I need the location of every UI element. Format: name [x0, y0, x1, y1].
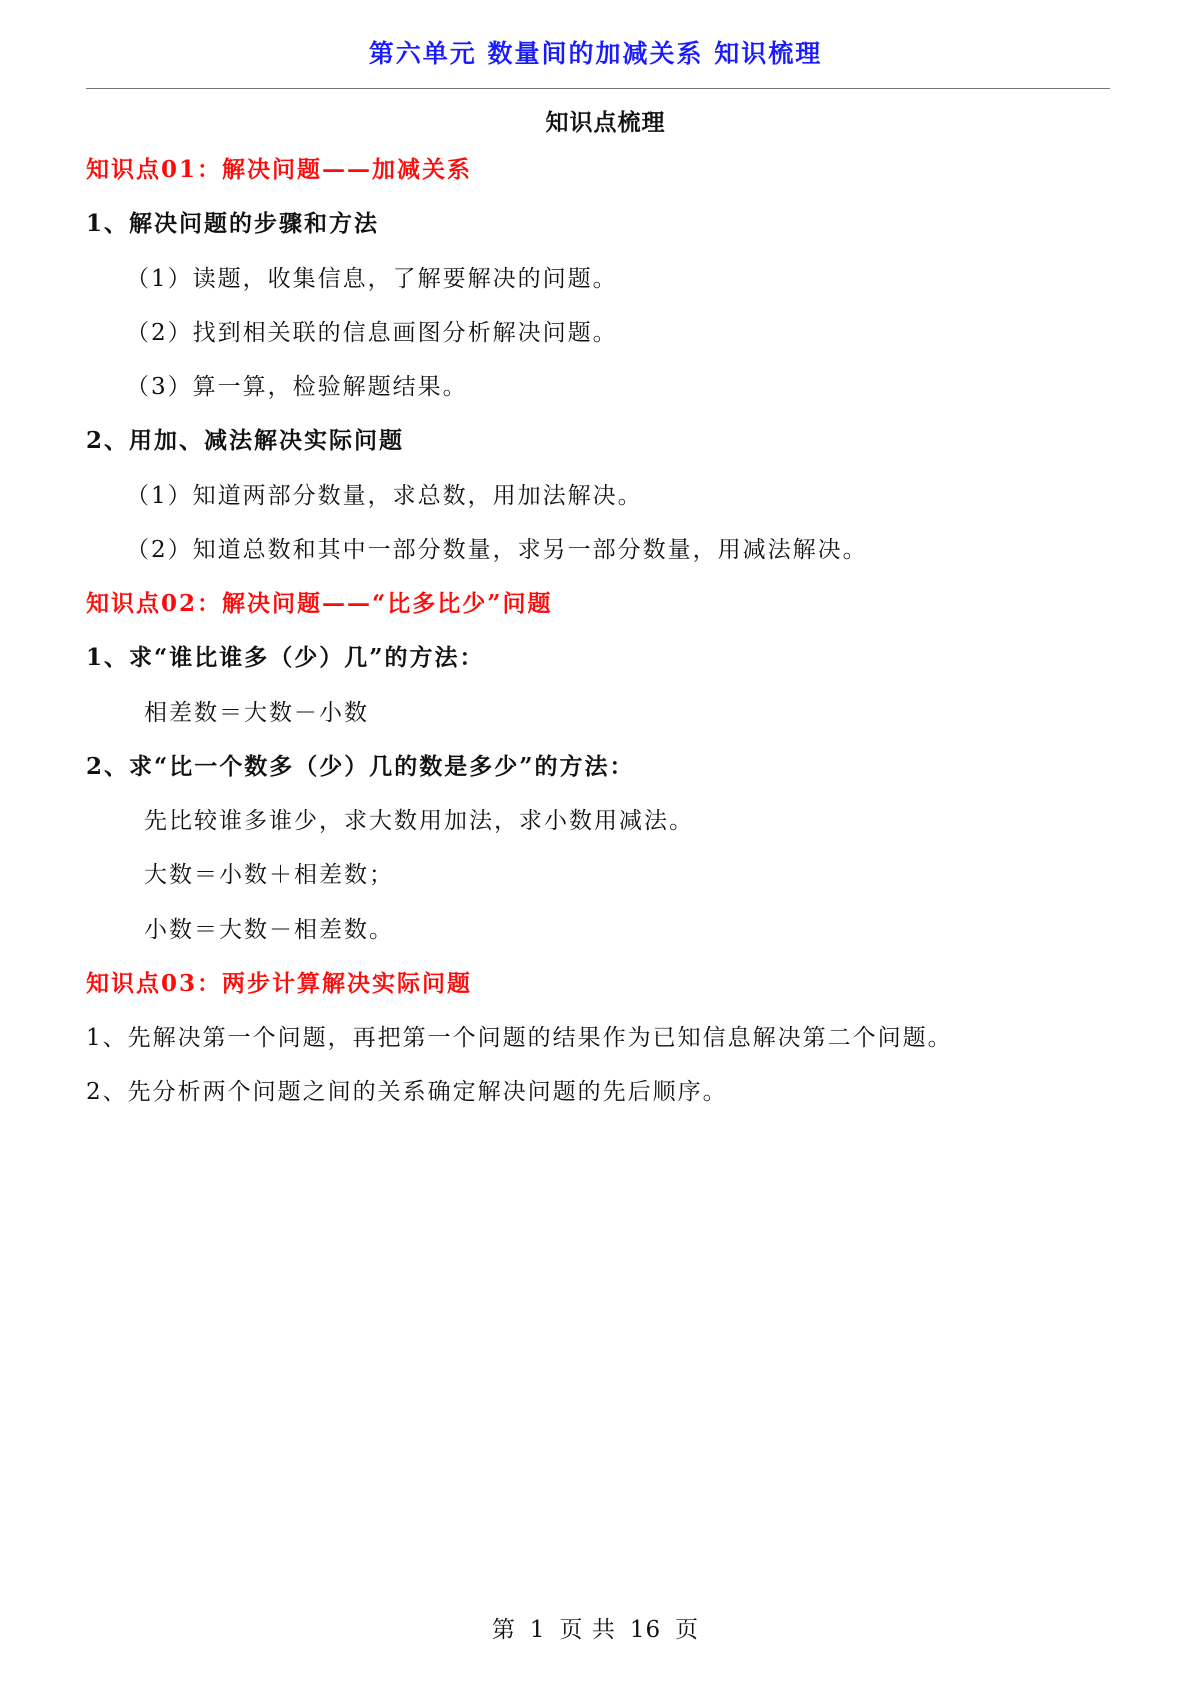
footer-mid: 页 共 [559, 1617, 616, 1643]
text-line: 先比较谁多谁少，求大数用加法，求小数用减法。 [144, 808, 694, 834]
subsection-heading: 1、求“谁比谁多（少）几”的方法： [86, 644, 485, 671]
section-heading: 知识点02：解决问题——“比多比少”问题 [86, 590, 553, 617]
list-item: （3）算一算，检验解题结果。 [126, 374, 468, 400]
subsection-heading: 1、解决问题的步骤和方法 [86, 210, 380, 237]
page-number: 1 [529, 1617, 546, 1643]
header-divider [86, 88, 1110, 89]
list-item: （1）读题，收集信息，了解要解决的问题。 [126, 266, 618, 292]
document-title: 知识点梳理 [545, 109, 666, 136]
formula-line: 小数＝大数－相差数。 [144, 917, 394, 943]
subsection-heading: 2、求“比一个数多（少）几的数是多少”的方法： [86, 753, 635, 780]
list-item: 2、先分析两个问题之间的关系确定解决问题的先后顺序。 [86, 1079, 728, 1105]
list-item: 1、先解决第一个问题，再把第一个问题的结果作为已知信息解决第二个问题。 [86, 1025, 953, 1051]
list-item: （2）找到相关联的信息画图分析解决问题。 [126, 320, 618, 346]
page-footer [0, 1611, 1191, 1644]
footer-prefix: 第 [491, 1617, 516, 1643]
section-heading: 知识点01：解决问题——加减关系 [86, 156, 473, 183]
list-item: （1）知道两部分数量，求总数，用加法解决。 [126, 483, 643, 509]
subsection-heading: 2、用加、减法解决实际问题 [86, 427, 405, 454]
section-heading: 知识点03：两步计算解决实际问题 [86, 970, 473, 997]
header-title: 第六单元 数量间的加减关系 知识梳理 [368, 39, 823, 68]
footer-suffix: 页 [675, 1617, 700, 1643]
formula-line: 相差数＝大数－小数 [144, 700, 369, 726]
list-item: （2）知道总数和其中一部分数量，求另一部分数量，用减法解决。 [126, 537, 868, 563]
page-total: 16 [629, 1617, 662, 1643]
formula-line: 大数＝小数＋相差数； [144, 862, 394, 888]
